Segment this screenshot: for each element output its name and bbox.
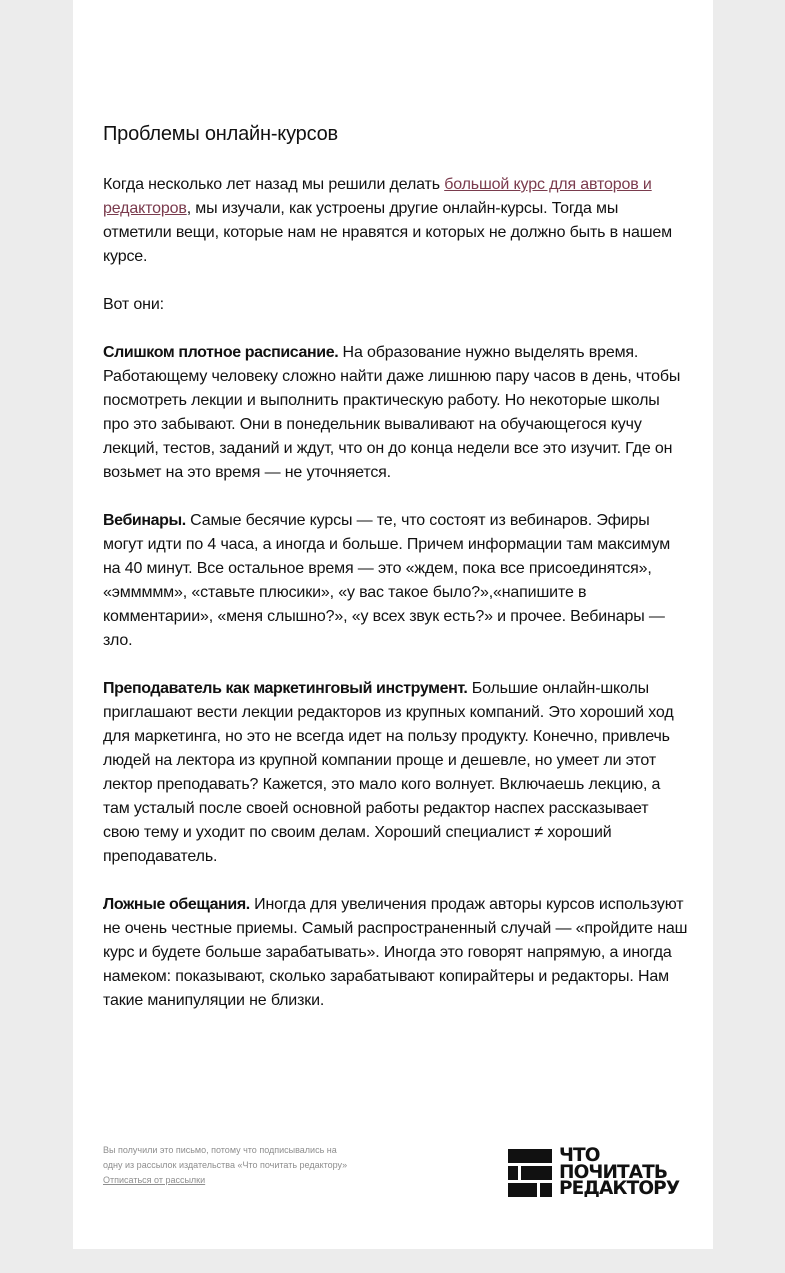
item-promises xyxy=(103,893,688,1013)
email-footer xyxy=(103,1143,688,1203)
logo-line: ПОЧИТАТЬ xyxy=(559,1161,668,1183)
item-webinars xyxy=(103,509,688,653)
logo-line: ЧТО xyxy=(559,1145,600,1166)
bookshelf-logo-icon xyxy=(508,1149,552,1197)
notice-line: одну из рассылок издательства «Что почитать редактору» xyxy=(103,1160,348,1170)
intro-text-before: Когда несколько лет назад мы решили делать xyxy=(103,176,445,193)
item-heading: Ложные обещания. xyxy=(103,896,250,913)
publisher-logo[interactable] xyxy=(508,1145,688,1200)
item-teacher xyxy=(103,677,688,869)
item-heading: Вебинары. xyxy=(103,512,186,529)
intro-text-after: , мы изучали, как устроены другие онлайн-курсы. Тогда мы отметили вещи, которые нам не нравятся и которых не должно быть в нашем курсе. xyxy=(103,200,673,265)
article-title: Проблемы онлайн-курсов xyxy=(103,123,338,145)
unsubscribe-link[interactable]: Отписаться от рассылки xyxy=(103,1175,206,1185)
email-sheet xyxy=(73,0,713,1249)
item-heading: Слишком плотное расписание. xyxy=(103,344,339,361)
intro-paragraph xyxy=(103,173,688,269)
article xyxy=(103,121,688,1013)
notice-line: Вы получили это письмо, потому что подписывались на xyxy=(103,1145,337,1155)
lead-paragraph: Вот они: xyxy=(103,296,164,313)
course-link[interactable]: большой курс для авторов и редакторов xyxy=(103,176,652,217)
subscription-notice xyxy=(103,1143,393,1188)
logo-line: РЕДАКТОРУ xyxy=(559,1178,680,1199)
item-schedule xyxy=(103,341,688,485)
item-text: На образование нужно выделять время. Работающему человеку сложно найти даже лишнюю пару часов в день, чтобы посмотреть лекции и выполнить практическую работу. Но некоторые школы про это забывают. Они в понедельник вываливают на обучающегося кучу лекций, тестов, заданий и ждут, что он до конца недели все это изучит. Где он возьмет на это время — не уточняется. xyxy=(103,344,681,481)
logo-wordmark xyxy=(559,1145,689,1199)
item-text: Большие онлайн-школы приглашают вести лекции редакторов из крупных компаний. Это хороший ход для маркетинга, но это не всегда идет на пользу продукту. Конечно, привлечь людей на лектора из крупной компании проще и дешевле, но умеет ли этот лектор преподавать? Кажется, это мало кого волнует. Включаешь лекцию, а там усталый после своей основной работы редактор наспех рассказывает свою тему и уходит по своим делам. Хороший специалист ≠ хороший преподаватель. xyxy=(103,680,674,865)
item-heading: Преподаватель как маркетинговый инструмент. xyxy=(103,680,468,697)
item-text: Иногда для увеличения продаж авторы курсов используют не очень честные приемы. Самый распространенный случай — «пройдите наш курс и будете больше зарабатывать». Иногда это говорят напрямую, а иногда намеком: показывают, сколько зарабатывают копирайтеры и редакторы. Нам такие манипуляции не близки. xyxy=(103,896,688,1009)
item-text: Самые бесячие курсы — те, что состоят из вебинаров. Эфиры могут идти по 4 часа, а иногда и больше. Причем информации там максимум на 40 минут. Все остальное время — это «ждем, пока все присоединятся», «эммммм», «ставьте плюсики», «у вас такое было?»,«напишите в комментарии», «меня слышно?», «у всех звук есть?» и прочее. Вебинары — зло. xyxy=(103,512,671,649)
